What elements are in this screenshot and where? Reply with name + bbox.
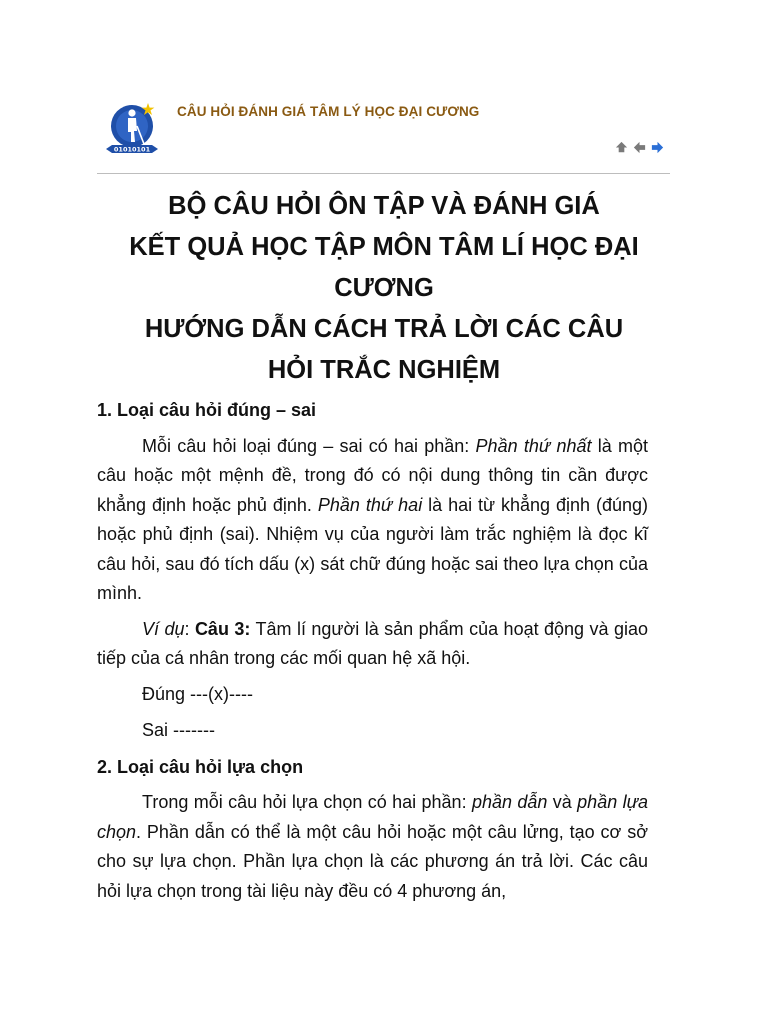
example-label: Ví dụ: [142, 618, 185, 639]
home-arrow-icon[interactable]: [614, 140, 629, 155]
nav-icons: [614, 140, 665, 155]
text-run: là hai từ khẳng định (đúng) hoặc phủ định (sai). Nhiệm vụ của người làm trắc nghiệm là đọc kĩ câu hỏi, sau đó tích dấu (x) sát chữ đúng hoặc sai theo lựa chọn của mình.: [97, 494, 648, 603]
question-label: Câu 3:: [194, 618, 251, 639]
text-run: Mỗi câu hỏi loại đúng – sai có hai phần:: [142, 435, 476, 456]
logo-text: 01010101: [113, 145, 151, 154]
text-run: :: [184, 618, 195, 639]
title-line: BỘ CÂU HỎI ÔN TẬP VÀ ĐÁNH GIÁ: [168, 192, 600, 220]
page-title: [96, 186, 672, 391]
title-line: HƯỚNG DẪN CÁCH TRẢ LỜI CÁC CÂU: [144, 315, 624, 343]
answer-true: Đúng ---(x)----: [142, 683, 253, 704]
paragraph: [97, 432, 648, 609]
italic-text: phần dẫn: [471, 792, 548, 812]
text-run: và: [547, 792, 578, 812]
title-line: HỎI TRẮC NGHIỆM: [267, 356, 501, 384]
back-arrow-icon[interactable]: [632, 140, 647, 155]
header-divider: [97, 173, 670, 174]
forward-arrow-icon[interactable]: [650, 140, 665, 155]
answer-false: Sai -------: [142, 720, 215, 740]
example-paragraph: [97, 615, 648, 674]
text-run: Trong mỗi câu hỏi lựa chọn có hai phần:: [142, 792, 472, 812]
italic-text: phần lựa chọn: [97, 792, 649, 842]
title-line: KẾT QUẢ HỌC TẬP MÔN TÂM LÍ HỌC ĐẠI: [129, 233, 639, 261]
document-body: [97, 396, 648, 912]
title-line: CƯƠNG: [334, 274, 434, 302]
italic-text: Phần thứ nhất: [475, 435, 592, 456]
italic-text: Phần thứ hai: [317, 494, 423, 515]
section-heading: 2. Loại câu hỏi lựa chọn: [97, 756, 304, 777]
paragraph: [97, 788, 648, 906]
text-run: Tâm lí người là sản phẩm của hoạt động và giao tiếp của cá nhân trong các mối quan hệ xã hội.: [97, 618, 648, 668]
logo-icon: [104, 100, 168, 164]
text-run: . Phần dẫn có thể là một câu hỏi hoặc một câu lửng, tạo cơ sở cho sự lựa chọn. Phần lựa chọn là các phương án trả lời. Các câu hỏi lựa chọn trong tài liệu này đều có 4 phương án,: [97, 821, 648, 901]
header-title: CÂU HỎI ĐÁNH GIÁ TÂM LÝ HỌC ĐẠI CƯƠNG: [177, 104, 480, 119]
text-run: là một câu hoặc một mệnh đề, trong đó có nội dung thông tin cần được khẳng định hoặc phủ định.: [97, 435, 648, 515]
section-heading: 1. Loại câu hỏi đúng – sai: [97, 400, 317, 420]
document-header: [96, 96, 671, 174]
